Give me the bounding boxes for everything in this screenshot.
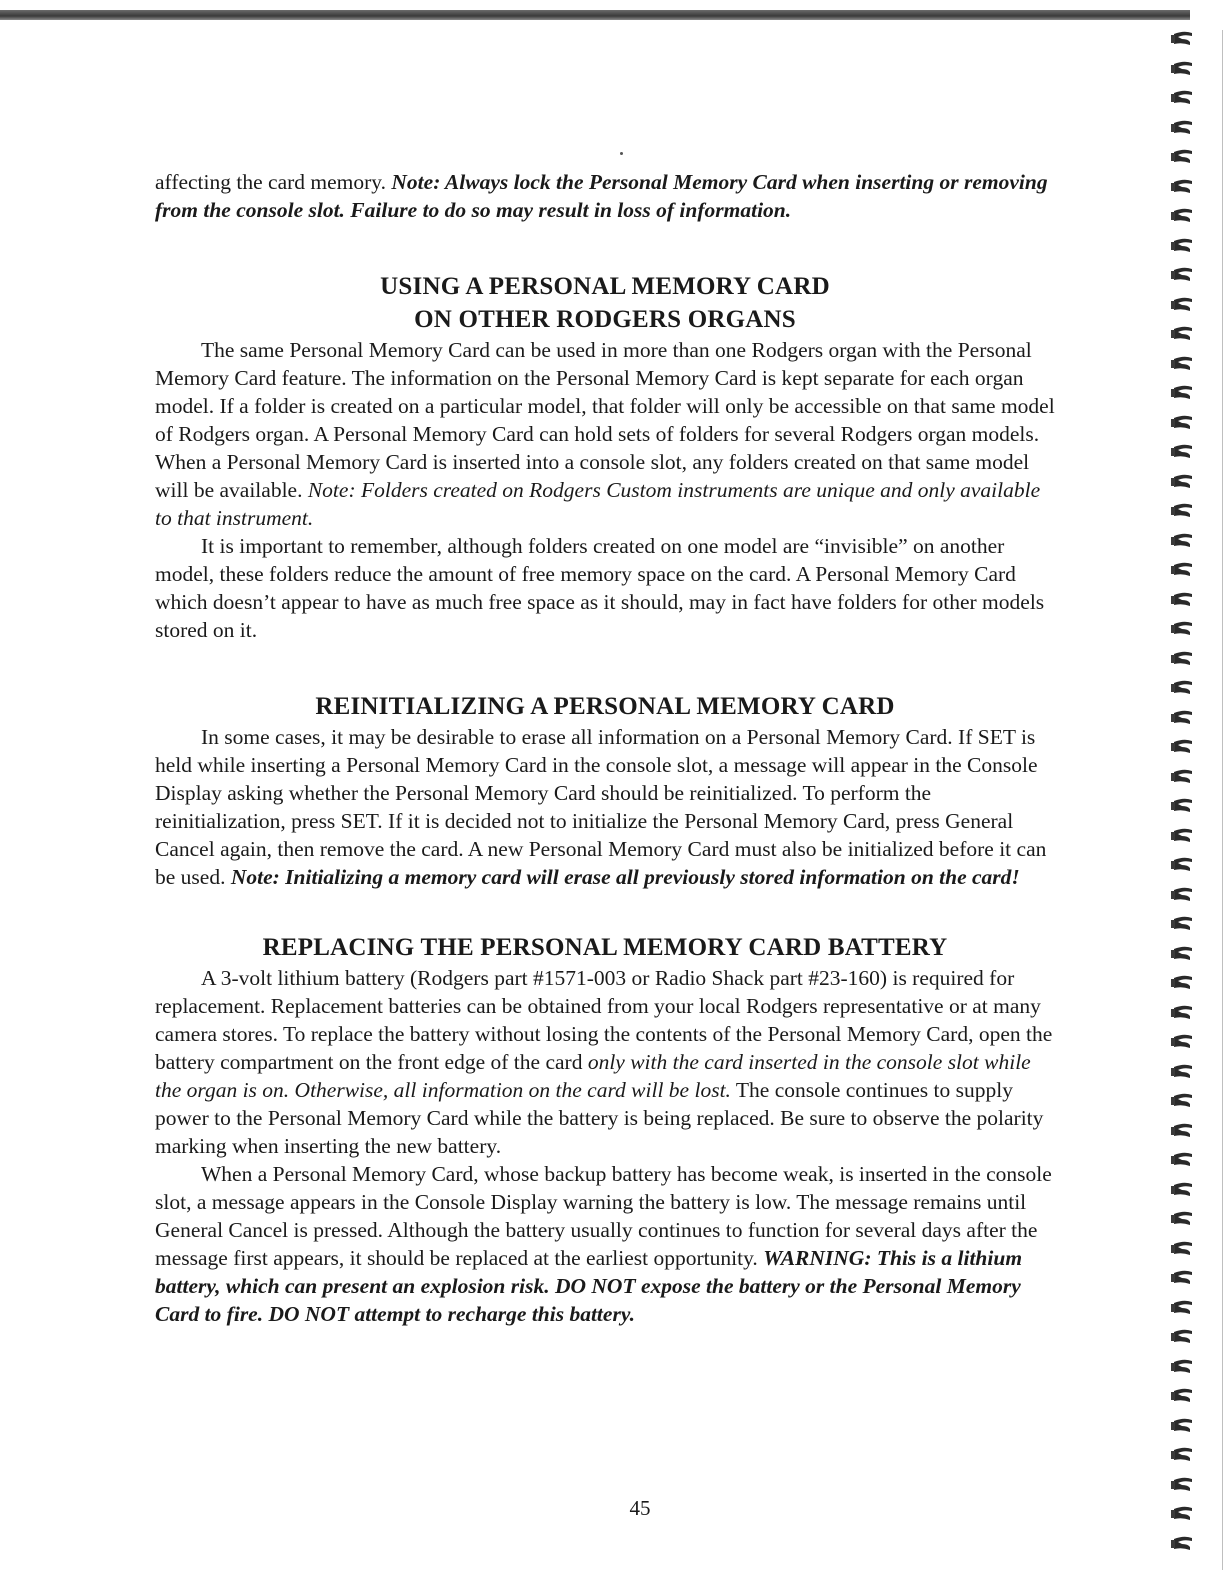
binding-ring-icon xyxy=(1170,797,1198,815)
binding-ring-icon xyxy=(1170,1122,1198,1140)
binding-ring-icon xyxy=(1170,974,1198,992)
binding-ring-icon xyxy=(1170,414,1198,432)
heading-battery xyxy=(155,931,1055,964)
binding-ring-icon xyxy=(1170,1181,1198,1199)
binding-ring-icon xyxy=(1170,384,1198,402)
binding-ring-icon xyxy=(1170,1505,1198,1523)
binding-ring-icon xyxy=(1170,591,1198,609)
document-body xyxy=(155,168,1055,1328)
binding-ring-icon xyxy=(1170,325,1198,343)
other-organs-paragraph-2 xyxy=(155,532,1055,644)
binding-ring-icon xyxy=(1170,1063,1198,1081)
binding-ring-icon xyxy=(1170,1535,1198,1553)
other-organs-para1-note: Note: Folders created on Rodgers Custom instruments are unique and only available to that instrument. xyxy=(155,478,1041,530)
binding-ring-icon xyxy=(1170,237,1198,255)
page-number: 45 xyxy=(629,1496,651,1520)
binding-ring-icon xyxy=(1170,148,1198,166)
binding-ring-icon xyxy=(1170,709,1198,727)
heading-other-organs-line2: ON OTHER RODGERS ORGANS xyxy=(414,306,796,333)
battery-para2-warning: WARNING: This is a lithium battery, which can present an explosion risk. DO NOT expose the battery or the Personal Memory Card to fire. DO NOT attempt to recharge this battery. xyxy=(155,1246,1023,1326)
binding-ring-icon xyxy=(1170,679,1198,697)
binding-ring-icon xyxy=(1170,1328,1198,1346)
binding-ring-icon xyxy=(1170,738,1198,756)
binding-ring-icon xyxy=(1170,1387,1198,1405)
binding-ring-icon xyxy=(1170,1446,1198,1464)
binding-ring-icon xyxy=(1170,1092,1198,1110)
binding-ring-icon xyxy=(1170,650,1198,668)
spiral-binding xyxy=(1170,30,1210,1580)
heading-other-organs-line1: USING A PERSONAL MEMORY CARD xyxy=(380,273,830,300)
binding-ring-icon xyxy=(1170,1004,1198,1022)
reinitializing-para-text: In some cases, it may be desirable to erase all information on a Personal Memory Card. If SET is held while inserting a Personal Memory Card in the console slot, a message will appear in the Console Display asking whether the Personal Memory Card should be reinitialized. To perform the reinitialization, press SET. If it is decided not to initialize the Personal Memory Card, press General Cancel again, then remove the card. A new Personal Memory Card must also be initialized before it can be used. xyxy=(155,725,1047,889)
binding-ring-icon xyxy=(1170,30,1198,48)
heading-other-organs xyxy=(155,270,1055,336)
binding-ring-icon xyxy=(1170,1033,1198,1051)
binding-ring-icon xyxy=(1170,856,1198,874)
intro-note: Note: Always lock the Personal Memory Card when inserting or removing from the console slot. Failure to do so may result in loss of information. xyxy=(155,170,1048,222)
binding-ring-icon xyxy=(1170,1151,1198,1169)
binding-ring-icon xyxy=(1170,1358,1198,1376)
heading-reinitializing xyxy=(155,690,1055,723)
intro-text: affecting the card memory. xyxy=(155,170,392,194)
other-organs-para1-text: The same Personal Memory Card can be used in more than one Rodgers organ with the Personal Memory Card feature. The information on the Personal Memory Card is kept separate for each organ model. If a folder is created on a particular model, that folder will only be accessible on that same model of Rodgers organ. A Personal Memory Card can hold sets of folders for several Rodgers organ models. When a Personal Memory Card is inserted into a console slot, any folders created on that same model will be available. xyxy=(155,338,1055,502)
heading-battery-text: REPLACING THE PERSONAL MEMORY CARD BATTERY xyxy=(262,934,948,961)
binding-ring-icon xyxy=(1170,355,1198,373)
binding-ring-icon xyxy=(1170,768,1198,786)
battery-paragraph-2 xyxy=(155,1160,1055,1328)
page-edge xyxy=(1222,30,1223,1570)
binding-ring-icon xyxy=(1170,502,1198,520)
binding-ring-icon xyxy=(1170,1269,1198,1287)
binding-ring-icon xyxy=(1170,1240,1198,1258)
binding-ring-icon xyxy=(1170,207,1198,225)
reinitializing-paragraph xyxy=(155,723,1055,891)
binding-ring-icon xyxy=(1170,620,1198,638)
binding-ring-icon xyxy=(1170,1417,1198,1435)
scan-top-edge xyxy=(0,10,1190,20)
scan-speck xyxy=(620,152,623,155)
binding-ring-icon xyxy=(1170,1476,1198,1494)
binding-ring-icon xyxy=(1170,886,1198,904)
binding-ring-icon xyxy=(1170,915,1198,933)
binding-ring-icon xyxy=(1170,119,1198,137)
binding-ring-icon xyxy=(1170,296,1198,314)
other-organs-para2-text: It is important to remember, although folders created on one model are “invisible” on another model, these folders reduce the amount of free memory space on the card. A Personal Memory Card which doesn’t appear to have as much free space as it should, may in fact have folders for other models stored on it. xyxy=(155,534,1045,642)
binding-ring-icon xyxy=(1170,60,1198,78)
intro-paragraph xyxy=(155,168,1055,224)
binding-ring-icon xyxy=(1170,89,1198,107)
battery-para1-text-b: The console continues to supply power to the Personal Memory Card while the battery is being replaced. Be sure to observe the polarity marking when inserting the new battery. xyxy=(155,1078,1044,1158)
binding-ring-icon xyxy=(1170,945,1198,963)
binding-ring-icon xyxy=(1170,532,1198,550)
heading-reinitializing-text: REINITIALIZING A PERSONAL MEMORY CARD xyxy=(315,693,895,720)
battery-para1-text-a: A 3-volt lithium battery (Rodgers part #1571-003 or Radio Shack part #23-160) is required for replacement. Replacement batteries can be obtained from your local Rodgers representative or at many camera stores. To replace the battery without losing the contents of the Personal Memory Card, open the battery compartment on the front edge of the card xyxy=(155,966,1053,1074)
binding-ring-icon xyxy=(1170,473,1198,491)
battery-paragraph-1 xyxy=(155,964,1055,1160)
binding-ring-icon xyxy=(1170,561,1198,579)
reinitializing-para-note: Note: Initializing a memory card will erase all previously stored information on the card! xyxy=(230,865,1020,889)
other-organs-paragraph-1 xyxy=(155,336,1055,532)
battery-para2-text: When a Personal Memory Card, whose backup battery has become weak, is inserted in the console slot, a message appears in the Console Display warning the battery is low. The message remains until General Cancel is pressed. Although the battery usually continues to function for several days after the message first appears, it should be replaced at the earliest opportunity. xyxy=(155,1162,1052,1270)
binding-ring-icon xyxy=(1170,266,1198,284)
binding-ring-icon xyxy=(1170,178,1198,196)
binding-ring-icon xyxy=(1170,1299,1198,1317)
battery-para1-italic: only with the card inserted in the console slot while the organ is on. Otherwise, all information on the card will be lost. xyxy=(155,1050,1031,1102)
binding-ring-icon xyxy=(1170,443,1198,461)
binding-ring-icon xyxy=(1170,827,1198,845)
binding-ring-icon xyxy=(1170,1210,1198,1228)
